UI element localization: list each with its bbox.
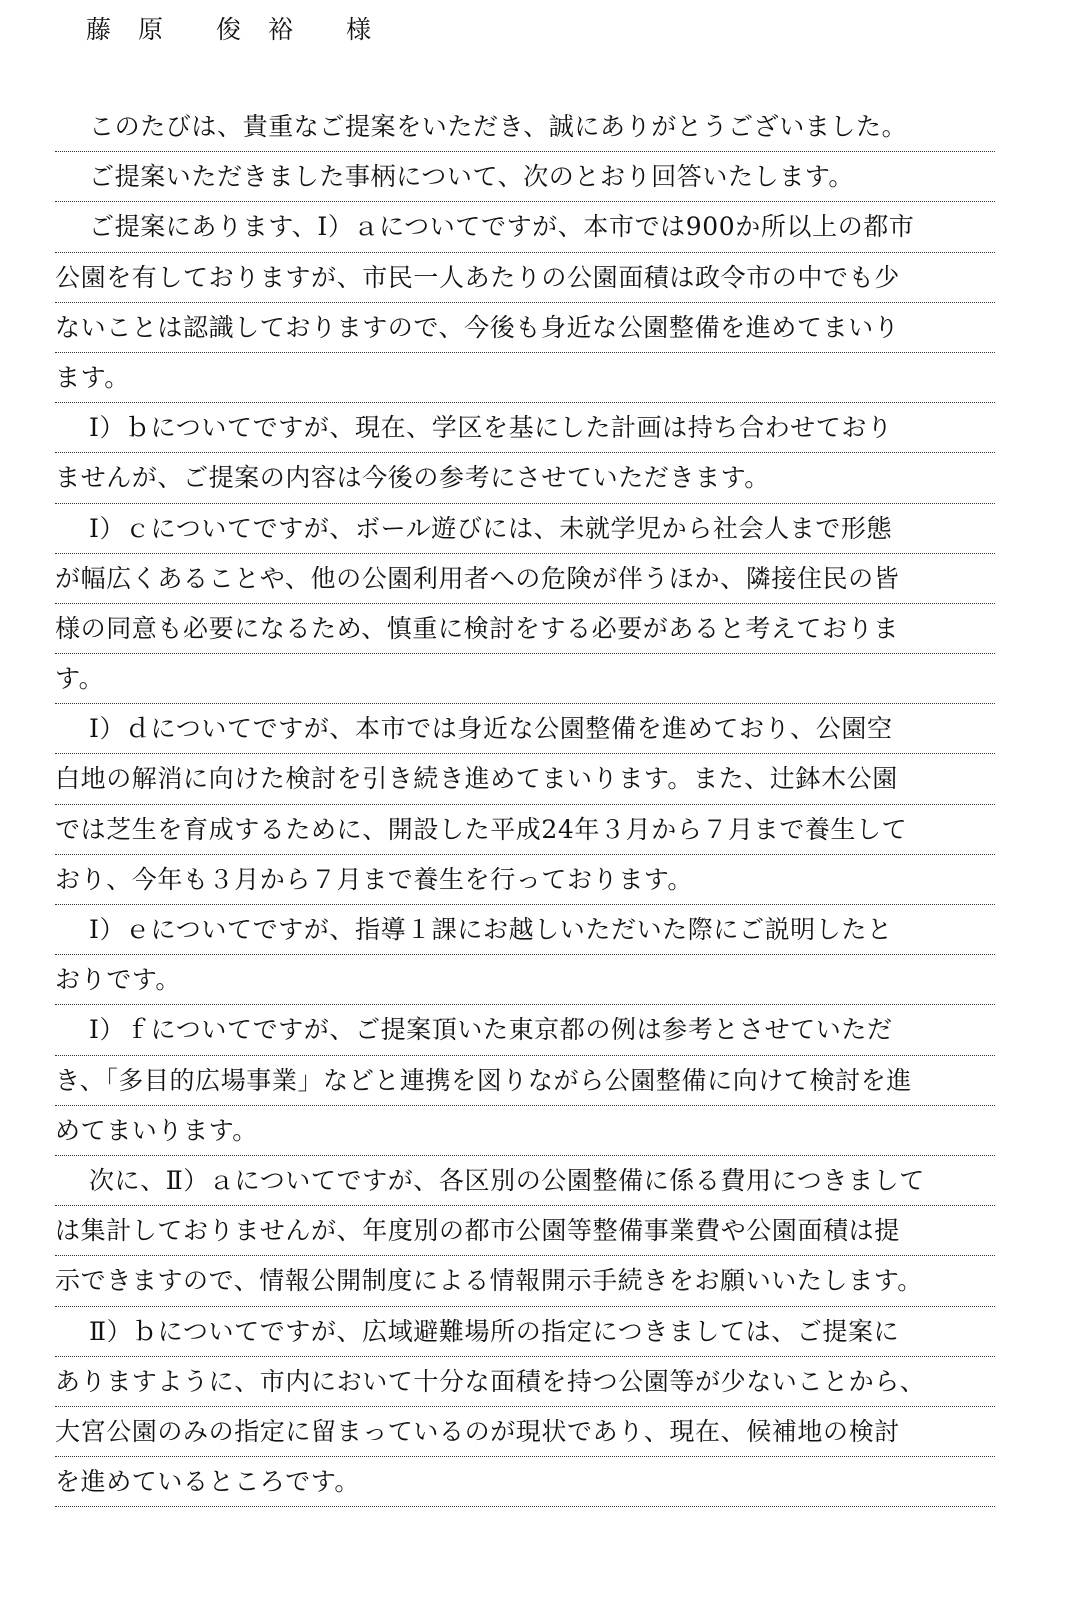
letter-body (55, 102, 995, 1507)
letter-line: おりです。 (55, 955, 995, 1005)
letter-line: 白地の解消に向けた検討を引き続き進めてまいります。また、辻鉢木公園 (55, 754, 995, 804)
letter-line: Ⅰ）ｅについてですが、指導１課にお越しいただいた際にご説明したと (55, 905, 995, 955)
letter-line: ご提案いただきました事柄について、次のとおり回答いたします。 (55, 152, 995, 202)
letter-line: では芝生を育成するために、開設した平成24年３月から７月まで養生して (55, 805, 995, 855)
letter-line: めてまいります。 (55, 1106, 995, 1156)
letter-line: 次に、Ⅱ）ａについてですが、各区別の公園整備に係る費用につきまして (55, 1156, 995, 1206)
letter-line: ご提案にあります、Ⅰ）ａについてですが、本市では900か所以上の都市 (55, 202, 995, 252)
letter-line: ないことは認識しておりますので、今後も身近な公園整備を進めてまいり (55, 303, 995, 353)
letter-line: おり、今年も３月から７月まで養生を行っております。 (55, 855, 995, 905)
letter-line: を進めているところです。 (55, 1457, 995, 1507)
letter-line: は集計しておりませんが、年度別の都市公園等整備事業費や公園面積は提 (55, 1206, 995, 1256)
letter-line: 示できますので、情報公開制度による情報開示手続きをお願いいたします。 (55, 1256, 995, 1306)
letter-line: 大宮公園のみの指定に留まっているのが現状であり、現在、候補地の検討 (55, 1407, 995, 1457)
letter-line: Ⅰ）ｄについてですが、本市では身近な公園整備を進めており、公園空 (55, 704, 995, 754)
letter-line: ます。 (55, 353, 995, 403)
letter-line: Ⅰ）ｆについてですが、ご提案頂いた東京都の例は参考とさせていただ (55, 1005, 995, 1055)
letter-line: き、「多目的広場事業」などと連携を図りながら公園整備に向けて検討を進 (55, 1056, 995, 1106)
letter-line: 様の同意も必要になるため、慎重に検討をする必要があると考えておりま (55, 604, 995, 654)
letter-line: す。 (55, 654, 995, 704)
letter-line: ませんが、ご提案の内容は今後の参考にさせていただきます。 (55, 453, 995, 503)
letter-line: 公園を有しておりますが、市民一人あたりの公園面積は政令市の中でも少 (55, 253, 995, 303)
letter-line: が幅広くあることや、他の公園利用者への危険が伴うほか、隣接住民の皆 (55, 554, 995, 604)
letter-line: Ⅱ）ｂについてですが、広域避難場所の指定につきましては、ご提案に (55, 1307, 995, 1357)
addressee: 藤 原 俊 裕 様 (86, 15, 373, 44)
letter-line: このたびは、貴重なご提案をいただき、誠にありがとうございました。 (55, 102, 995, 152)
letter-line: ありますように、市内において十分な面積を持つ公園等が少ないことから、 (55, 1357, 995, 1407)
letter-line: Ⅰ）ｃについてですが、ボール遊びには、未就学児から社会人まで形態 (55, 504, 995, 554)
letter-line: Ⅰ）ｂについてですが、現在、学区を基にした計画は持ち合わせており (55, 403, 995, 453)
